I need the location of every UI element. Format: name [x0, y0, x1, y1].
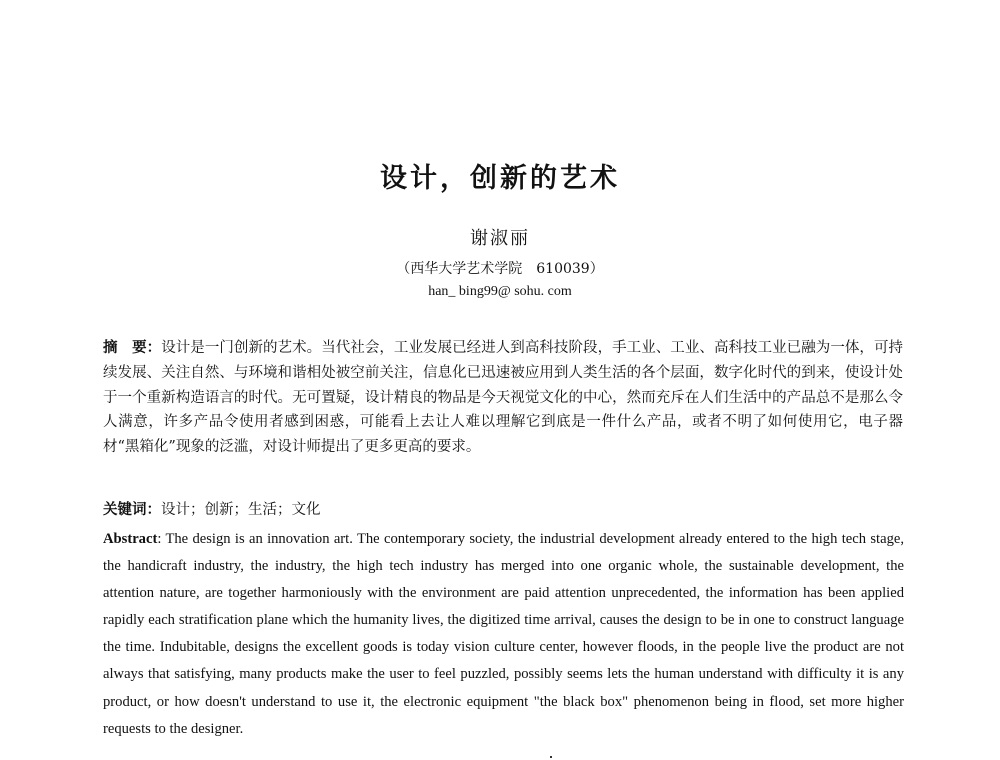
keywords — [103, 498, 903, 522]
abstract-english — [103, 526, 904, 743]
author-email: han_ bing99@ sohu. com — [428, 284, 572, 299]
keywords-text: 设计；创新；生活；文化 — [161, 502, 321, 518]
scan-speck — [550, 756, 552, 758]
keywords-label: 关键词： — [103, 502, 161, 518]
abstract-chinese — [103, 336, 903, 460]
abstract-english-text: : The design is an innovation art. The contemporary society, the industrial development already entered to the high tech stage, the handicraft industry, the industry, the high tech industry has merged into one organic whole, the sustainable development, the attention nature, are together harmoniously with the environment are paid attention unprecedented, the information has been applied rapidly each stratification plane which the humanity lives, the digitized time arrival, causes the design to be in one to construct language the time. Indubitable, designs the excellent goods is today vision culture center, however floods, in the people live the product are not always that satisfying, many products make the user to feel puzzled, possibly seems lets the human understand with difficulty it is any product, or how doesn't understand to use it, the electronic equipment "the black box" phenomenon being in flood, set more higher requests to the designer. — [103, 531, 904, 737]
abstract-chinese-text: 设计是一门创新的艺术。当代社会，工业发展已经进人到高科技阶段，手工业、工业、高科技工业已融为一体，可持续发展、关注自然、与环境和谐相处被空前关注，信息化已迅速被应用到人类生活的各个层面，数字化时代的到来，使设计处于一个重新构造语言的时代。无可置疑，设计精良的物品是今天视觉文化的中心，然而充斥在人们生活中的产品总不是那么令人满意，许多产品令使用者感到困惑，可能看上去让人难以理解它到底是一件什么产品，或者不明了如何使用它，电子器材“黑箱化”现象的泛滥，对设计师提出了更多更高的要求。 — [103, 340, 903, 456]
author-name: 谢淑丽 — [470, 228, 530, 249]
abstract-chinese-label: 摘 要： — [103, 340, 162, 356]
abstract-english-label: Abstract — [103, 531, 158, 547]
paper-title: 设计，创新的艺术 — [380, 163, 620, 194]
author-affiliation: （西华大学艺术学院 610039） — [396, 261, 604, 277]
